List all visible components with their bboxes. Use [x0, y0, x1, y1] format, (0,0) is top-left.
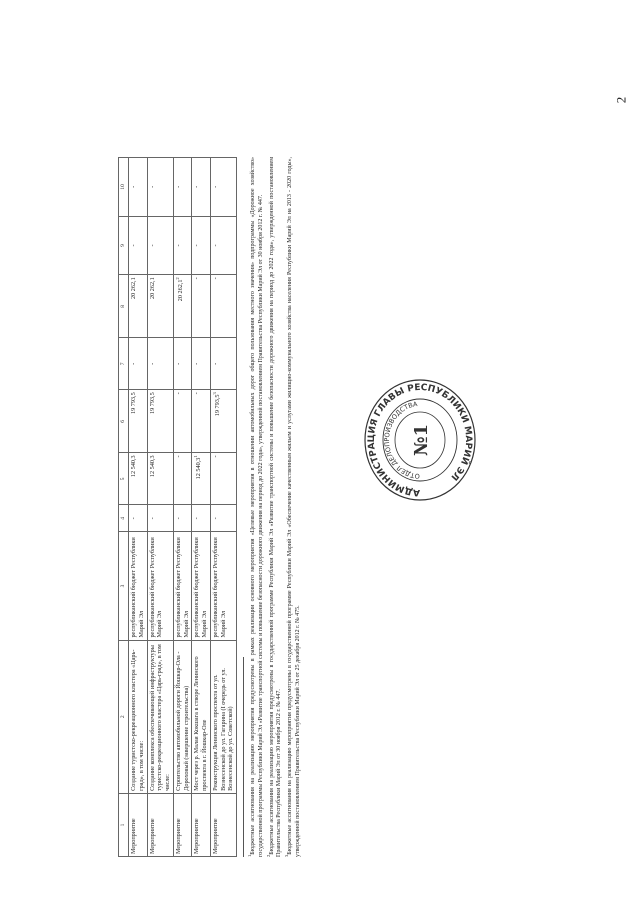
budget-table: [118, 157, 237, 857]
row-type-cell: Мероприятие: [210, 793, 236, 856]
footnote: $^2$Бюджетные ассигнования на реализацию мероприятия предусмотрены в государственной программе Республики Марий Эл «Развитие транспортной системы и повышение безопасности дорожного движения на период до 2022 года», утвержденной постановлением Правительства Республики Марий Эл от 30 ноября 2012 г. № 447.: [265, 157, 283, 857]
value-cell: 20 262,1: [147, 275, 173, 338]
value-cell: 12 540,3: [129, 453, 148, 505]
official-stamp: [360, 375, 480, 505]
row-name-cell: Создание туристско-рекреационного кластера «Царь-град», в том числе:: [129, 640, 148, 793]
header-cell: 8: [119, 275, 129, 338]
row-name-cell: Реконструкция Ленинского проспекта от ул. Вознесенской до ул. Гагарина (I очередь от ул. Вознесенской до ул. Советской): [210, 640, 236, 793]
page-number: 2: [613, 96, 629, 104]
header-cell: 10: [119, 158, 129, 217]
row-source-cell: республиканский бюджет Республики Марий Эл: [210, 532, 236, 640]
header-cell: 5: [119, 453, 129, 505]
document-body: [118, 137, 303, 857]
row-type-cell: Мероприятие: [173, 793, 192, 856]
row-type-cell: Мероприятие: [147, 793, 173, 856]
value-cell: 12 540,3$^1$: [192, 453, 211, 505]
table-row: [192, 158, 211, 857]
header-cell: 7: [119, 338, 129, 390]
row-type-cell: Мероприятие: [192, 793, 211, 856]
value-cell: 19 793,5$^3$: [210, 390, 236, 453]
row-source-cell: республиканский бюджет Республики Марий Эл: [147, 532, 173, 640]
value-cell: 20 262,1$^2$: [173, 275, 192, 338]
value-cell: 19 793,5: [147, 390, 173, 453]
value-cell: -: [147, 505, 173, 532]
header-cell: 2: [119, 640, 129, 793]
value-cell: -: [210, 158, 236, 217]
table-row: [173, 158, 192, 857]
stamp-number: №1: [411, 423, 432, 457]
table-row: [129, 158, 148, 857]
value-cell: 20 262,1: [129, 275, 148, 338]
value-cell: -: [173, 390, 192, 453]
value-cell: -: [210, 505, 236, 532]
table-row: [210, 158, 236, 857]
value-cell: -: [129, 505, 148, 532]
row-name-cell: Мост через р. Малая Кокшага в створе Ленинского проспекта в г. Йошкар-Оле: [192, 640, 211, 793]
value-cell: -: [129, 216, 148, 275]
value-cell: -: [173, 505, 192, 532]
footnote-divider: [243, 657, 244, 857]
row-source-cell: республиканский бюджет Республики Марий Эл: [129, 532, 148, 640]
footnotes: [247, 157, 303, 857]
stamp-outer-text: АДМИНИСТРАЦИЯ ГЛАВЫ РЕСПУБЛИКИ МАРИЙ ЭЛ: [366, 382, 474, 498]
row-source-cell: республиканский бюджет Республики Марий Эл: [192, 532, 211, 640]
value-cell: -: [192, 338, 211, 390]
table-header-row: [119, 158, 129, 857]
value-cell: -: [173, 216, 192, 275]
footnote-ref: 2: [174, 277, 180, 280]
stamp-inner-text: ОТДЕЛ ДЕЛОПРОИЗВОДСТВА: [382, 400, 421, 481]
header-cell: 3: [119, 532, 129, 640]
header-cell: 9: [119, 216, 129, 275]
value-cell: -: [192, 390, 211, 453]
rotated-page: [0, 105, 640, 905]
row-name-cell: Создание комплекса обеспечивающей инфраструктуры туристско-рекреационного кластера «Царь-град», в том числе:: [147, 640, 173, 793]
row-source-cell: республиканский бюджет Республики Марий Эл: [173, 532, 192, 640]
value-cell: -: [147, 338, 173, 390]
value-cell: 12 540,3: [147, 453, 173, 505]
value-cell: -: [192, 275, 211, 338]
footnote: $^1$Бюджетные ассигнования на реализацию мероприятия предусмотрены в рамках реализации основного мероприятия «Целевые мероприятия в отношении автомобильных дорог общего пользования местного значения» подпрограммы «Дорожное хозяйство» государственной программы Республики Марий Эл «Развитие транспортной системы и повышение безопасности дорожного движения на период до 2022 года», утвержденной постановлением Правительства Республики Марий Эл от 30 ноября 2012 г. № 447.: [247, 157, 264, 857]
value-cell: 19 793,5: [129, 390, 148, 453]
value-cell: -: [173, 453, 192, 505]
value-cell: -: [129, 338, 148, 390]
value-cell: -: [192, 158, 211, 217]
header-cell: 1: [119, 793, 129, 856]
value-cell: -: [192, 216, 211, 275]
value-cell: -: [173, 338, 192, 390]
value-cell: -: [129, 158, 148, 217]
value-cell: -: [210, 275, 236, 338]
header-cell: 4: [119, 505, 129, 532]
value-cell: -: [210, 338, 236, 390]
footnote: $^3$Бюджетные ассигнования на реализацию мероприятия предусмотрены в государственной программе Республики Марий Эл «Обеспечение качественным жильем и услугами жилищно-коммунального хозяйства населения Республики Марий Эл на 2013 - 2020 годы», утвержденной постановлением Правительства Республики Марий Эл от 25 декабря 2012 г. № 475.: [284, 157, 301, 857]
footnote-ref: 3: [211, 392, 217, 395]
value-cell: -: [210, 453, 236, 505]
table-row: [147, 158, 173, 857]
row-type-cell: Мероприятие: [129, 793, 148, 856]
value-cell: -: [173, 158, 192, 217]
footnote-ref: 1: [193, 455, 199, 458]
value-cell: -: [147, 158, 173, 217]
header-cell: 6: [119, 390, 129, 453]
value-cell: -: [147, 216, 173, 275]
row-name-cell: Строительство автомобильной дороги Йошкар-Ола - Дороховый (завершение строительства): [173, 640, 192, 793]
value-cell: -: [192, 505, 211, 532]
value-cell: -: [210, 216, 236, 275]
